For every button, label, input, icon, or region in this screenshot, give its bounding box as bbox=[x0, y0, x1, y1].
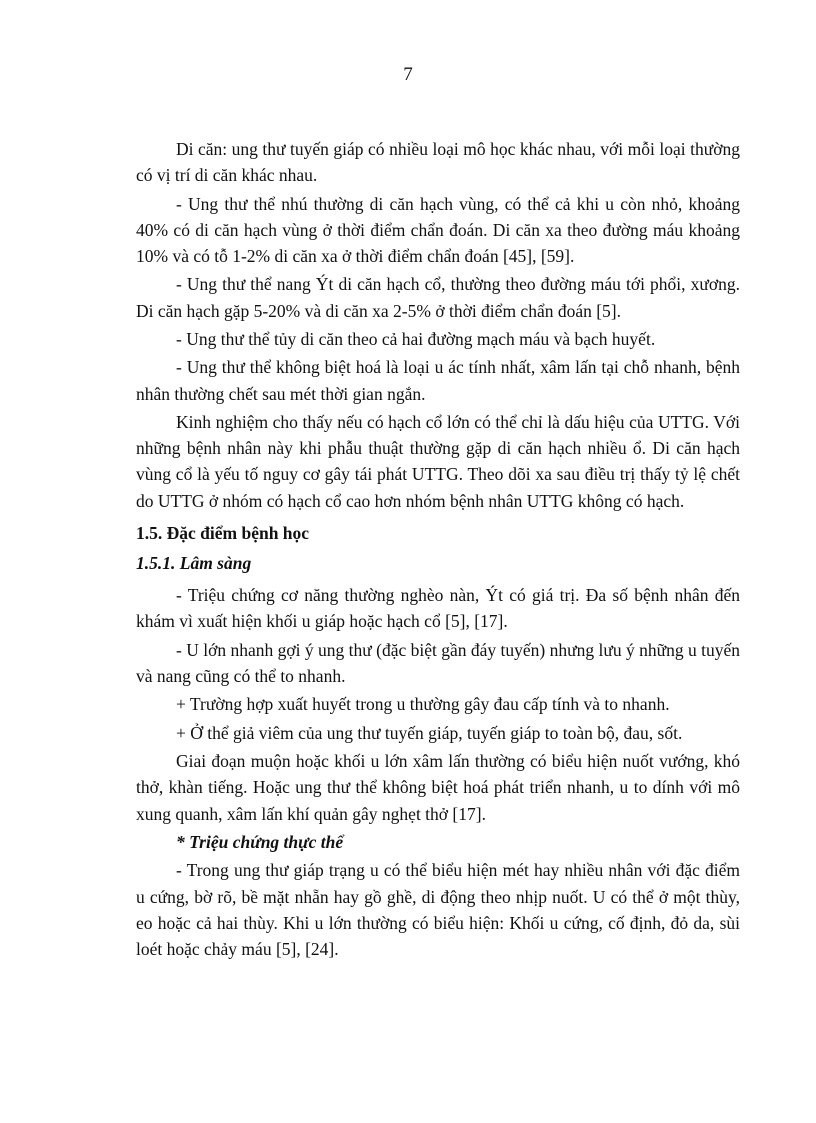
section-heading-1-5-1: 1.5.1. Lâm sàng bbox=[136, 552, 252, 573]
paragraph-follicular: - Ung thư thể nang Ýt di căn hạch cổ, thường theo đường máu tới phổi, xương. Di căn hạch gặp 5-20% và di căn xa 2-5% ở thời điểm chẩn đoán [5]. bbox=[136, 274, 740, 321]
paragraph-medullary: - Ung thư thể tủy di căn theo cả hai đường mạch máu và bạch huyết. bbox=[176, 328, 656, 349]
page-body bbox=[136, 136, 740, 962]
paragraph-anaplastic: - Ung thư thể không biệt hoá là loại u ác tính nhất, xâm lấn tại chỗ nhanh, bệnh nhân thường chết sau mét thời gian ngắn. bbox=[136, 357, 740, 404]
subheading-physical-symptoms: * Triệu chứng thực thể bbox=[176, 831, 344, 852]
paragraph-experience: Kinh nghiệm cho thấy nếu có hạch cổ lớn có thể chỉ là dấu hiệu của UTTG. Với những bệnh nhân này khi phẫu thuật thường gặp di căn hạch nhiều ổ. Di căn hạch vùng cổ là yếu tố nguy cơ gây tái phát UTTG. Theo dõi xa sau điều trị thấy tỷ lệ chết do UTTG ở nhóm có hạch cổ cao hơn nhóm bệnh nhân UTTG không có hạch. bbox=[136, 411, 740, 511]
page-number: 7 bbox=[403, 64, 413, 85]
paragraph-rapid-growth: - U lớn nhanh gợi ý ung thư (đặc biệt gần đáy tuyến) nhưng lưu ý những u tuyến và nang cũng có thể to nhanh. bbox=[136, 639, 740, 686]
section-heading-1-5: 1.5. Đặc điểm bệnh học bbox=[136, 522, 310, 543]
paragraph-physical-findings: - Trong ung thư giáp trạng u có thể biểu hiện mét hay nhiều nhân với đặc điểm u cứng, bờ rõ, bề mặt nhẵn hay gồ ghề, di động theo nhịp nuốt. U có thể ở một thùy, eo hoặc cả hai thùy. Khi u lớn thường có biểu hiện: Khối u cứng, cố định, đỏ da, sùi loét hoặc chảy máu [5], [24]. bbox=[136, 860, 740, 959]
paragraph-functional-symptoms: - Triệu chứng cơ năng thường nghèo nàn, Ýt có giá trị. Đa số bệnh nhân đến khám vì xuất hiện khối u giáp hoặc hạch cổ [5], [17]. bbox=[136, 585, 740, 632]
paragraph-late-stage: Giai đoạn muộn hoặc khối u lớn xâm lấn thường có biểu hiện nuốt vướng, khó thở, khàn tiếng. Hoặc ung thư thể không biệt hoá phát triển nhanh, u to dính với mô xung quanh, xâm lấn khí quản gây nghẹt thở [17]. bbox=[136, 751, 740, 824]
paragraph-papillary: - Ung thư thể nhú thường di căn hạch vùng, có thể cả khi u còn nhỏ, khoảng 40% có di căn hạch vùng ở thời điểm chẩn đoán. Di căn xa theo đường máu khoảng 10% và có tỗ 1-2% di căn xa ở thời điểm chẩn đoán [45], [59]. bbox=[136, 193, 740, 266]
paragraph-pseudo-inflammatory: + Ở thể giả viêm của ung thư tuyến giáp, tuyến giáp to toàn bộ, đau, sốt. bbox=[176, 722, 683, 743]
paragraph-hemorrhage: + Trường hợp xuất huyết trong u thường gây đau cấp tính và to nhanh. bbox=[176, 694, 670, 715]
paragraph-metastasis-intro: Di căn: ung thư tuyến giáp có nhiều loại mô học khác nhau, với mỗi loại thường có vị trí di căn khác nhau. bbox=[136, 139, 740, 186]
